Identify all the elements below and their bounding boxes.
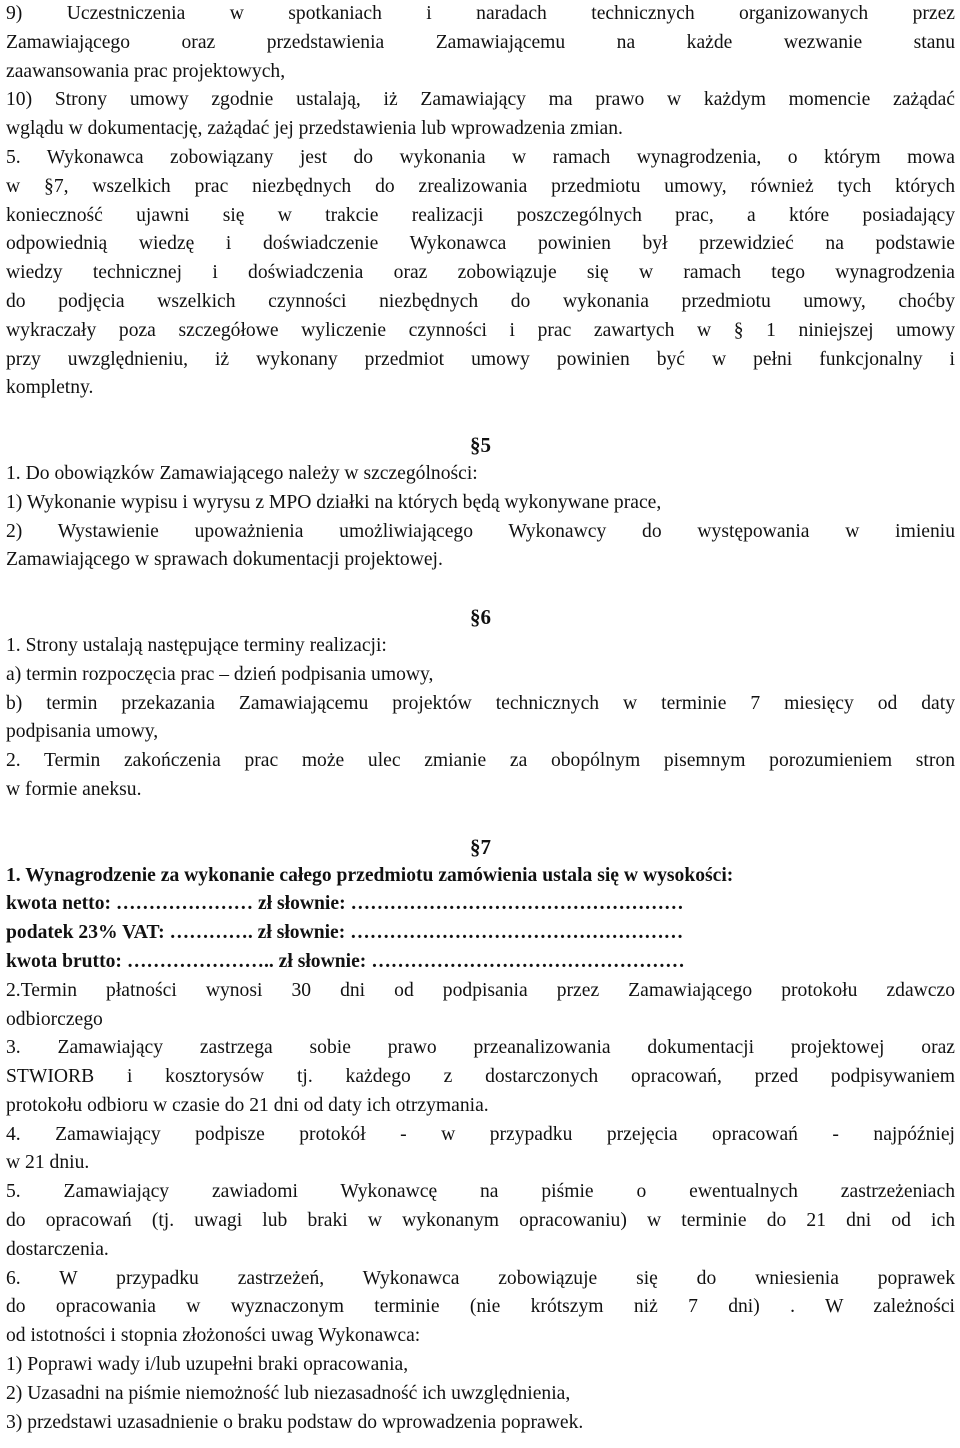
section-7-line-16: 3) przedstawi uzasadnienie o braku podstaw do wprowadzenia poprawek. [6,1411,584,1433]
section-5-line-2: 1) Wykonanie wypisu i wyrysu z MPO działki na których będą wykonywane prace, [6,491,662,513]
section-7-line-4: STWIORB i kosztorysów tj. każdego z dostarczonych opracowań, przed podpisywaniem [6,1066,955,1088]
spacer [6,403,955,431]
item-9-line-1: 9) Uczestniczenia w spotkaniach i naradach technicznych organizowanych przez [6,3,955,24]
section-7-line-1: 2.Termin płatności wynosi 30 dni od podpisania przez Zamawiającego protokołu zdawczo [6,979,955,1001]
section-6-line-2: a) termin rozpoczęcia prac – dzień podpisania umowy, [6,663,434,685]
item-10-line-2: wglądu w dokumentację, zażądać jej przedstawienia lub wprowadzenia zmian. [6,118,623,140]
section-5-line-1: 1. Do obowiązków Zamawiającego należy w szczególności: [6,462,478,484]
section-7-line-2: odbiorczego [6,1008,103,1030]
paragraph-5-line-3: konieczność ujawni się w trakcie realizacji poszczególnych prac, a które posiadający [6,204,955,226]
section-5-line-3: 2) Wystawienie upoważnienia umożliwiającego Wykonawcy do występowania w imieniu [6,520,955,542]
section-5-heading: §5 [470,433,491,458]
section-6-heading: §6 [470,605,491,630]
paragraph-5-line-4: odpowiednią wiedzę i doświadczenie Wykonawca powinien był przewidzieć na podstawie [6,233,955,255]
section-7-bold-line-1: 1. Wynagrodzenie za wykonanie całego przedmiotu zamówienia ustala się w wysokości: [6,864,734,886]
gross-amount-line: kwota brutto: ………………….. zł słownie: ………………………………………… [6,950,685,972]
section-6-line-5: 2. Termin zakończenia prac może ulec zmianie za obopólnym pisemnym porozumieniem stron [6,750,955,772]
section-7-line-3: 3. Zamawiający zastrzega sobie prawo przeanalizowania dokumentacji projektowej oraz [6,1037,955,1059]
document-page [6,0,955,1437]
item-9-line-2: Zamawiającego oraz przedstawienia Zamawiającemu na każde wezwanie stanu [6,31,955,53]
net-amount-line: kwota netto: ………………… zł słownie: …………………………………………… [6,893,684,915]
section-7-line-10: dostarczenia. [6,1238,109,1260]
item-9-line-3: zaawansowania prac projektowych, [6,60,286,82]
section-5-line-4: Zamawiającego w sprawach dokumentacji projektowej. [6,549,443,571]
paragraph-5-line-2: w §7, wszelkich prac niezbędnych do zrealizowania przedmiotu umowy, również tych których [6,175,955,197]
section-7-line-8: 5. Zamawiający zawiadomi Wykonawcę na piśmie o ewentualnych zastrzeżeniach [6,1181,955,1203]
paragraph-5-line-9: kompletny. [6,377,94,399]
section-7-heading: §7 [470,834,491,859]
section-7-line-14: 1) Poprawi wady i/lub uzupełni braki opracowania, [6,1354,409,1376]
section-7-line-15: 2) Uzasadni na piśmie niemożność lub niezasadność ich uwzględnienia, [6,1382,571,1404]
section-7-line-7: w 21 dniu. [6,1152,90,1174]
paragraph-5-line-5: wiedzy technicznej i doświadczenia oraz zobowiązuje się w ramach tego wynagrodzenia [6,262,955,284]
section-6-line-4: podpisania umowy, [6,721,159,743]
paragraph-5-line-6: do podjęcia wszelkich czynności niezbędnych do wykonania przedmiotu umowy, choćby [6,290,955,312]
vat-line: podatek 23% VAT: …………. zł słownie: …………………………………………… [6,922,684,944]
section-7-line-9: do opracowań (tj. uwagi lub braki w wykonanym opracowaniu) w terminie do 21 dni od ich [6,1210,955,1232]
paragraph-5-line-8: przy uwzględnieniu, iż wykonany przedmiot umowy powinien być w pełni funkcjonalny i [6,348,955,370]
section-7-line-13: od istotności i stopnia złożoności uwag Wykonawca: [6,1325,421,1347]
item-10-line-1: 10) Strony umowy zgodnie ustalają, iż Zamawiający ma prawo w każdym momencie zażądać [6,89,955,111]
paragraph-5-line-1: 5. Wykonawca zobowiązany jest do wykonania w ramach wynagrodzenia, o którym mowa [6,146,955,168]
section-6-line-1: 1. Strony ustalają następujące terminy realizacji: [6,634,387,656]
section-7-line-6: 4. Zamawiający podpisze protokół - w przypadku przejęcia opracowań - najpóźniej [6,1123,955,1145]
section-6-line-3: b) termin przekazania Zamawiającemu projektów technicznych w terminie 7 miesięcy od daty [6,692,955,714]
spacer [6,805,955,833]
paragraph-5-line-7: wykraczały poza szczegółowe wyliczenie czynności i prac zawartych w § 1 niniejszej umowy [6,319,955,341]
section-6-line-6: w formie aneksu. [6,778,142,800]
spacer [6,575,955,603]
section-7-line-11: 6. W przypadku zastrzeżeń, Wykonawca zobowiązuje się do wniesienia poprawek [6,1267,955,1289]
section-7-line-12: do opracowania w wyznaczonym terminie (nie krótszym niż 7 dni) . W zależności [6,1296,955,1318]
section-7-line-5: protokołu odbioru w czasie do 21 dni od daty ich otrzymania. [6,1094,489,1116]
